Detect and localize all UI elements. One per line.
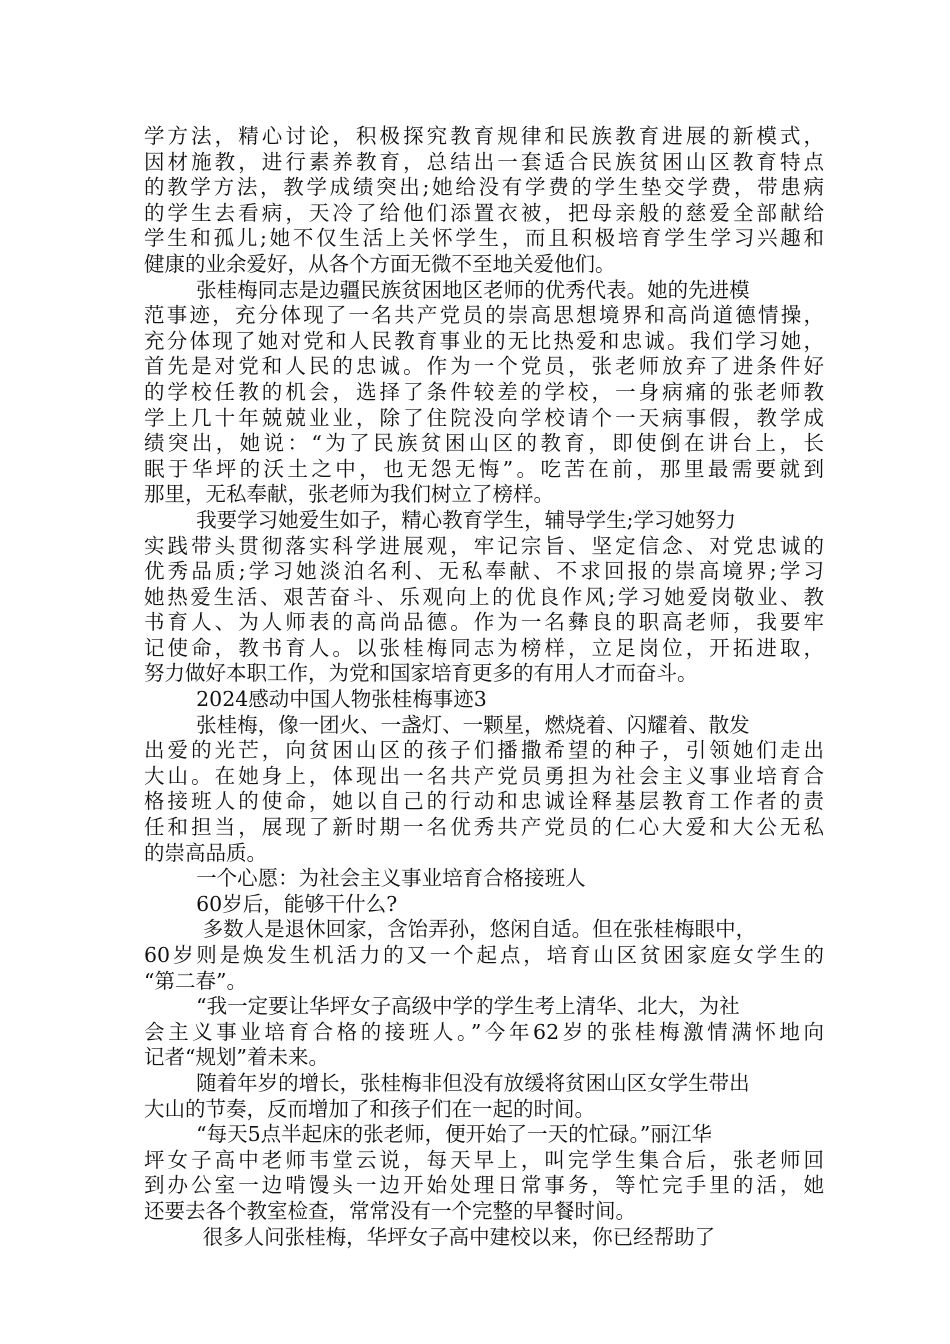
text-line: “第二春”。	[144, 968, 247, 993]
text-line: 还要去各个教室检查，常常没有一个完整的早餐时间。	[144, 1198, 636, 1223]
text-line: 的崇高品质。	[144, 840, 267, 865]
text-line: 学方法，精心讨论，积极探究教育规律和民族教育进展的新模式，	[144, 124, 824, 148]
text-line: 努力做好本职工作，为党和国家培育更多的有用人才而奋斗。	[144, 661, 698, 686]
text-line: 大山。在她身上，体现出一名共产党员勇担为社会主义事业培育合	[144, 763, 824, 788]
text-line: 记者“规划”着未来。	[144, 1045, 329, 1070]
text-line: 出爱的光芒，向贫困山区的孩子们播撒希望的种子，引领她们走出	[144, 738, 824, 763]
text-line: 张桂梅同志是边疆民族贫困地区老师的优秀代表。她的先进模	[144, 277, 750, 302]
text-line: 随着年岁的增长，张桂梅非但没有放缓将贫困山区女学生带出	[144, 1070, 750, 1095]
text-line: 的学生去看病，天冷了给他们添置衣被，把母亲般的慈爱全部献给	[144, 200, 824, 225]
text-line: 60岁则是焕发生机活力的又一个起点，培育山区贫困家庭女学生的	[144, 943, 824, 967]
text-line: 到办公室一边啃馒头一边开始处理日常事务，等忙完手里的活，她	[144, 1173, 824, 1198]
text-line: 充分体现了她对党和人民教育事业的无比热爱和忠诚。我们学习她，	[144, 328, 824, 353]
text-line: 因材施教，进行素养教育，总结出一套适合民族贫困山区教育特点	[144, 149, 824, 174]
text-line: 绩突出，她说：“为了民族贫困山区的教育，即使倒在讲台上，长	[144, 431, 824, 456]
text-line: 书育人、为人师表的高尚品德。作为一名彝良的职高老师，我要牢	[144, 610, 824, 635]
text-line: 学上几十年兢兢业业，除了住院没向学校请个一天病事假，教学成	[144, 405, 824, 430]
text-line: 实践带头贯彻落实科学进展观，牢记宗旨、坚定信念、对党忠诚的	[144, 533, 824, 558]
document-body	[144, 124, 824, 1250]
text-line: 的教学方法，教学成绩突出;她给没有学费的学生垫交学费，带患病	[144, 175, 824, 200]
text-line: 多数人是退休回家，含饴弄孙，悠闲自适。但在张桂梅眼中，	[144, 917, 757, 942]
text-line: 格接班人的使命，她以自己的行动和忠诚诠释基层教育工作者的责	[144, 789, 824, 814]
subheading: 一个心愿：为社会主义事业培育合格接班人	[144, 866, 586, 891]
text-line: 学生和孤儿;她不仅生活上关怀学生，而且积极培育学生学习兴趣和	[144, 226, 824, 251]
text-line: 任和担当，展现了新时期一名优秀共产党员的仁心大爱和大公无私	[144, 815, 824, 840]
text-line: 健康的业余爱好，从各个方面无微不至地关爱他们。	[144, 251, 616, 276]
text-line: 很多人问张桂梅，华坪女子高中建校以来，你已经帮助了	[144, 1224, 716, 1249]
text-line: 的学校任教的机会，选择了条件较差的学校，一身病痛的张老师教	[144, 379, 824, 404]
section-heading: 2024感动中国人物张桂梅事迹3	[144, 687, 487, 712]
text-line: 会主义事业培育合格的接班人。”今年62岁的张桂梅激情满怀地向	[144, 1019, 824, 1044]
text-line: 大山的节奏，反而增加了和孩子们在一起的时间。	[144, 1096, 595, 1121]
text-line: 优秀品质;学习她淡泊名利、无私奉献、不求回报的崇高境界;学习	[144, 559, 824, 584]
text-line: 她热爱生活、艰苦奋斗、乐观向上的优良作风;学习她爱岗敬业、教	[144, 584, 824, 609]
text-line: 60岁后，能够干什么?	[144, 891, 398, 916]
text-line: 范事迹，充分体现了一名共产党员的崇高思想境界和高尚道德情操，	[144, 303, 824, 328]
text-line: 坪女子高中老师韦堂云说，每天早上，叫完学生集合后，张老师回	[144, 1147, 824, 1172]
text-line: “每天5点半起床的张老师，便开始了一天的忙碌。”丽江华	[144, 1122, 712, 1147]
text-line: 记使命，教书育人。以张桂梅同志为榜样，立足岗位，开拓进取，	[144, 635, 824, 660]
text-line: 那里，无私奉献，张老师为我们树立了榜样。	[144, 482, 554, 507]
text-line: 我要学习她爱生如子，精心教育学生，辅导学生;学习她努力	[144, 507, 737, 532]
text-line: 张桂梅，像一团火、一盏灯、一颗星，燃烧着、闪耀着、散发	[144, 712, 750, 737]
text-line: “我一定要让华坪女子高级中学的学生考上清华、北大，为社	[144, 994, 740, 1019]
text-line: 眠于华坪的沃土之中，也无怨无悔”。吃苦在前，那里最需要就到	[144, 456, 824, 481]
text-line: 首先是对党和人民的忠诚。作为一个党员，张老师放弃了进条件好	[144, 354, 824, 379]
